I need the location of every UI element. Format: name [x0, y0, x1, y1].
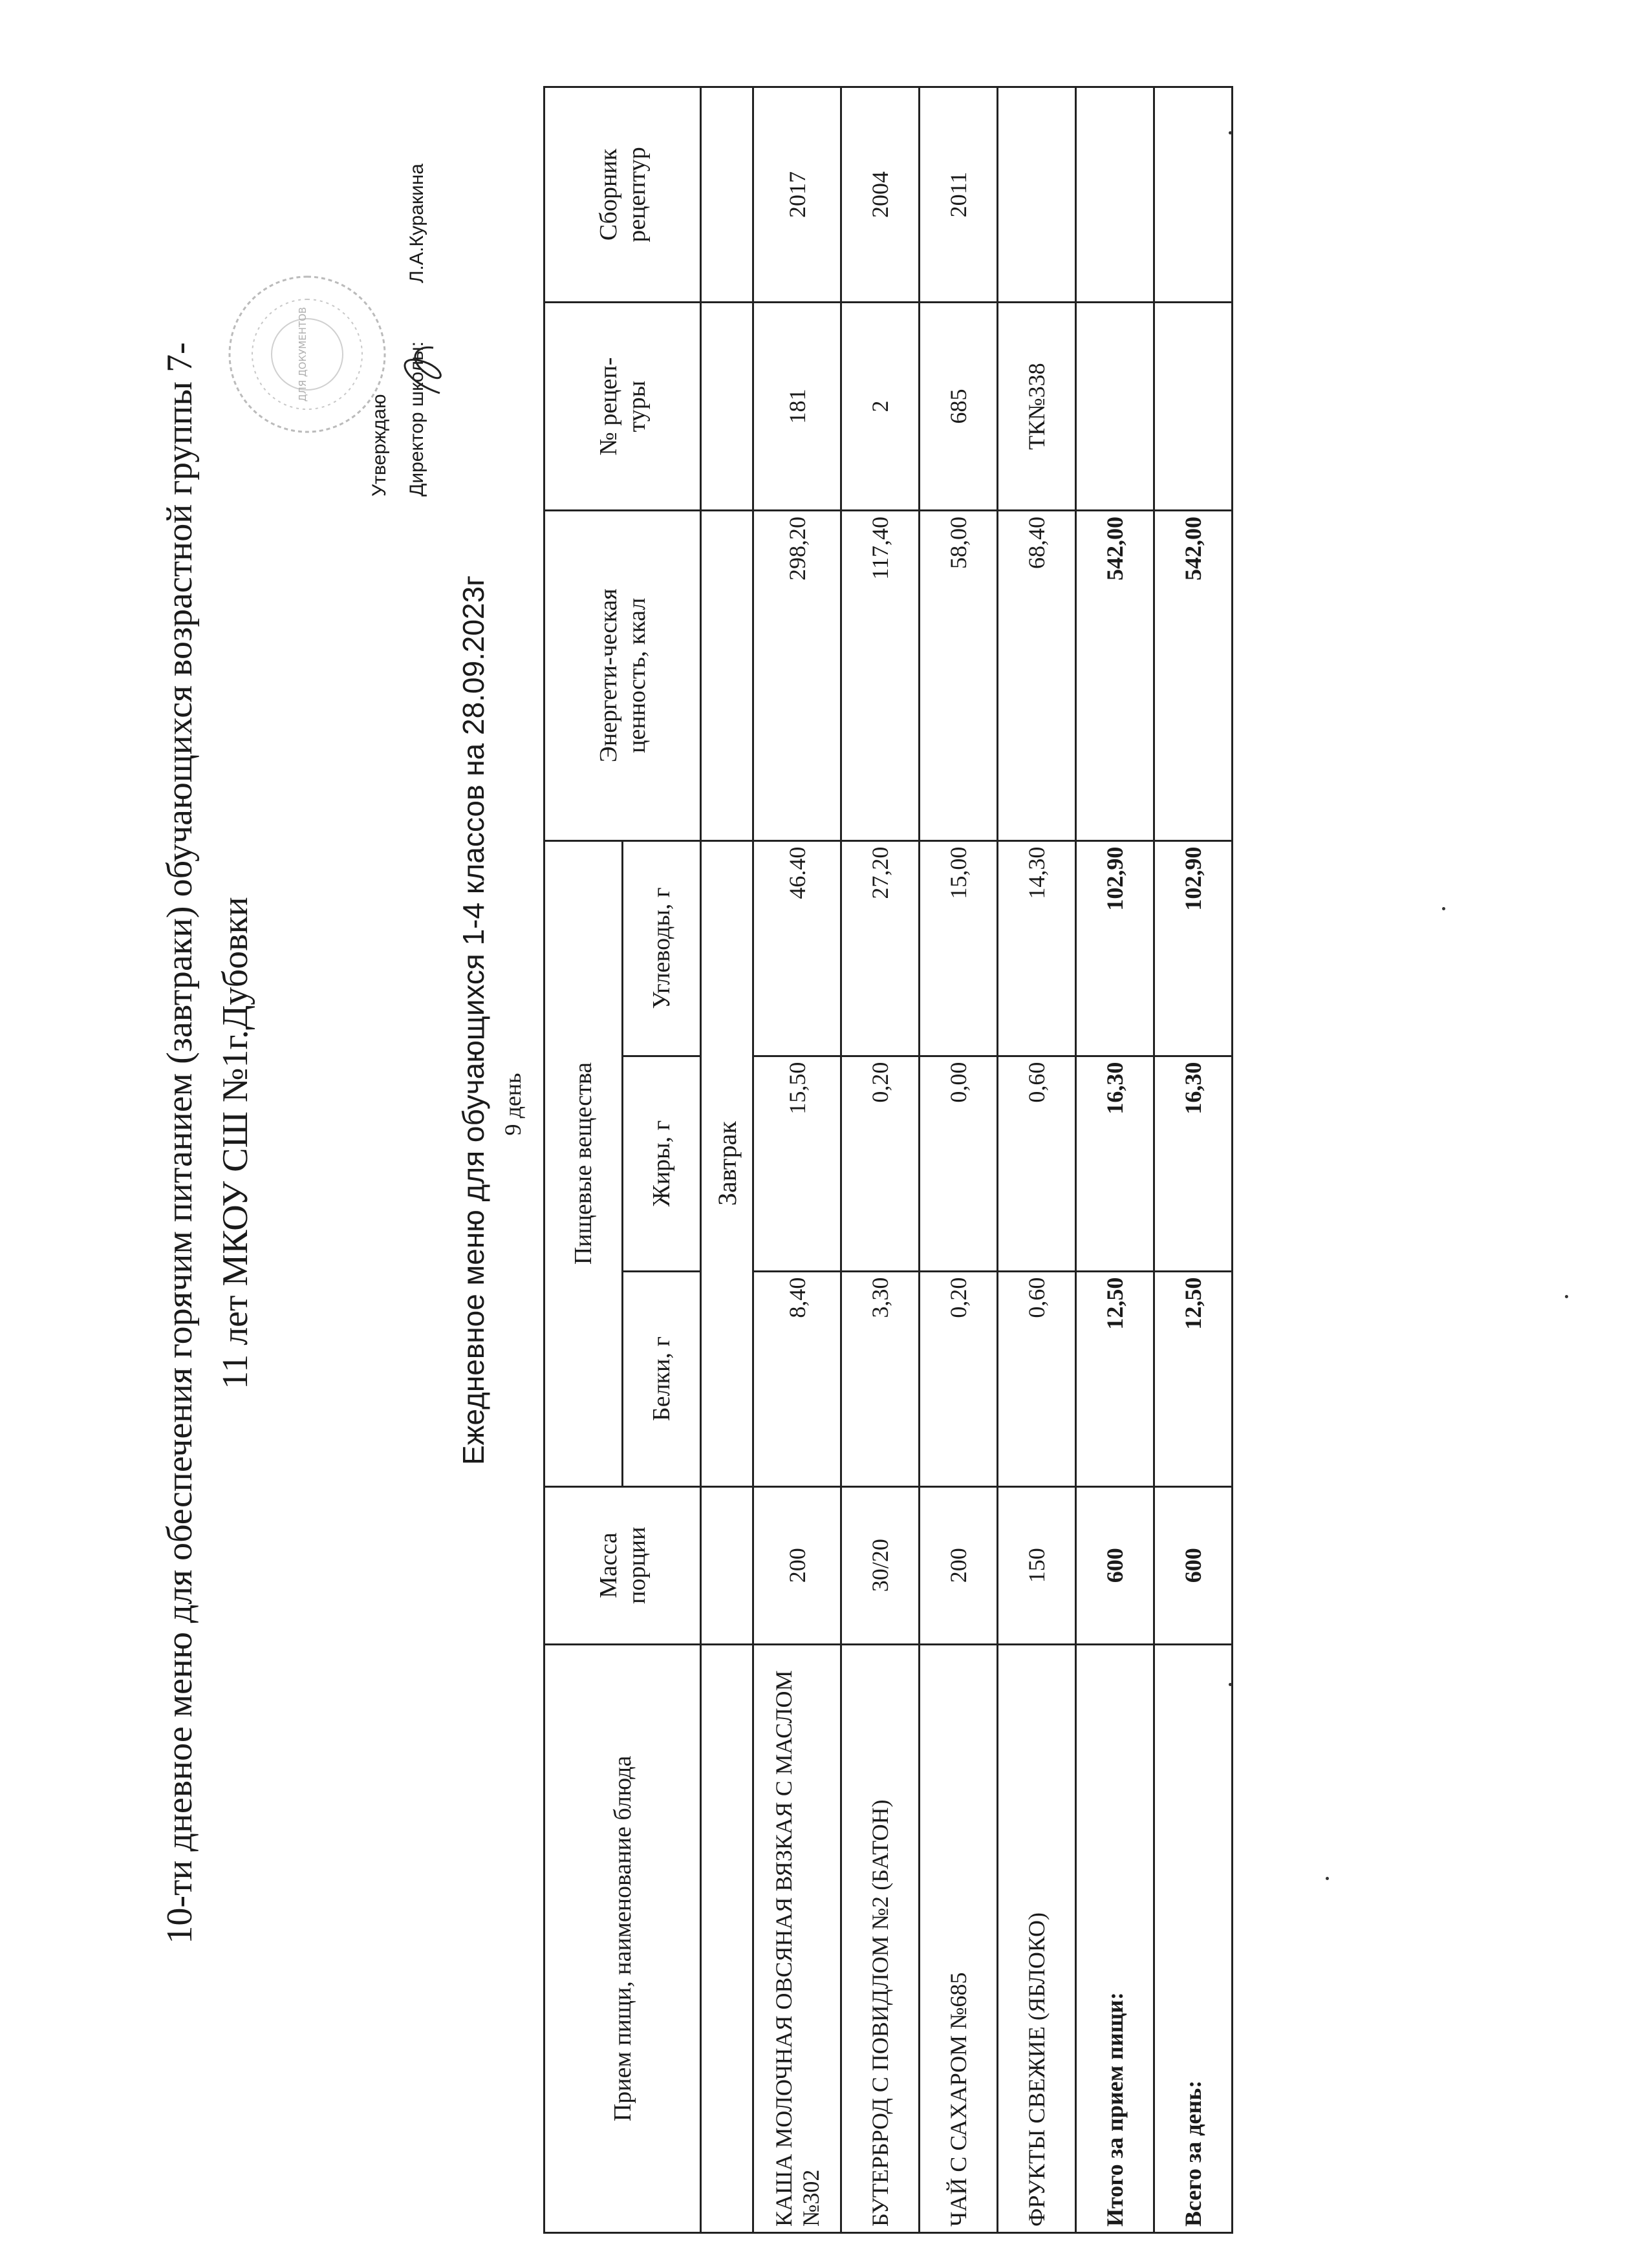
- menu-subtitle: Ежедневное меню для обучающихся 1-4 классов на 28.09.2023г: [457, 575, 490, 1466]
- header-proteins: Белки, г: [623, 1271, 701, 1486]
- header-row-1: [544, 87, 623, 2233]
- title-line-2: 11 лет МКОУ СШ №1г.Дубовки: [215, 897, 255, 1389]
- table-row: ФРУКТЫ СВЕЖИЕ (ЯБЛОКО) 150 0,60 0,60 14,30 68,40 ТК№338: [998, 87, 1076, 2233]
- director-name: Л.А.Куракина: [406, 164, 427, 284]
- header-nutrients: Пищевые вещества: [544, 840, 623, 1486]
- day-label: 9 день: [500, 1073, 526, 1136]
- scan-speck: [1229, 131, 1232, 134]
- director-signature: [394, 335, 453, 406]
- header-fats: Жиры, г: [623, 1056, 701, 1271]
- section-label: Завтрак: [701, 840, 753, 1486]
- header-recipe: № рецеп- туры: [544, 303, 701, 511]
- header-mass: Масса порции: [544, 1486, 701, 1644]
- school-stamp: [223, 270, 391, 438]
- director-label: Директор школы:: [406, 341, 427, 497]
- section-row: [701, 87, 753, 2233]
- header-collection: Сборник рецептур: [544, 87, 701, 303]
- scan-speck: [1326, 1877, 1329, 1880]
- stamp-text: ДЛЯ ДОКУМЕНТОВ: [297, 306, 308, 402]
- table-row: ЧАЙ С САХАРОМ №685 200 0,20 0,00 15,00 58,00 685 2011: [920, 87, 998, 2233]
- table-row: БУТЕРБРОД С ПОВИДЛОМ №2 (БАТОН) 30/20 3,30 0,20 27,20 117,40 2 2004: [841, 87, 920, 2233]
- scan-speck: [1442, 907, 1445, 910]
- header-carbs: Углеводы, г: [623, 840, 701, 1056]
- table-row: КАША МОЛОЧНАЯ ОВСЯНАЯ ВЯЗКАЯ С МАСЛОМ №302 200 8,40 15,50 46.40 298,20 181 2017: [753, 87, 841, 2233]
- approve-label: Утверждаю: [369, 394, 390, 497]
- header-energy: Энергети-ческая ценность, ккал: [544, 510, 701, 840]
- total-row-meal: Итого за прием пищи: 600 12,50 16,30 102,90 542,00: [1076, 87, 1154, 2233]
- scan-speck: [1565, 1295, 1568, 1298]
- header-meal: Прием пищи, наименование блюда: [544, 1644, 701, 2232]
- total-row-day: Всего за день: 600 12,50 16,30 102,90 542,00: [1154, 87, 1233, 2233]
- title-line-1: 10-ти дневное меню для обеспечения горячим питанием (завтраки) обучающихся возрастной группы 7-: [160, 342, 200, 1944]
- menu-table: [543, 86, 1233, 2234]
- scan-speck: [1229, 1683, 1232, 1686]
- director-line: [406, 164, 428, 497]
